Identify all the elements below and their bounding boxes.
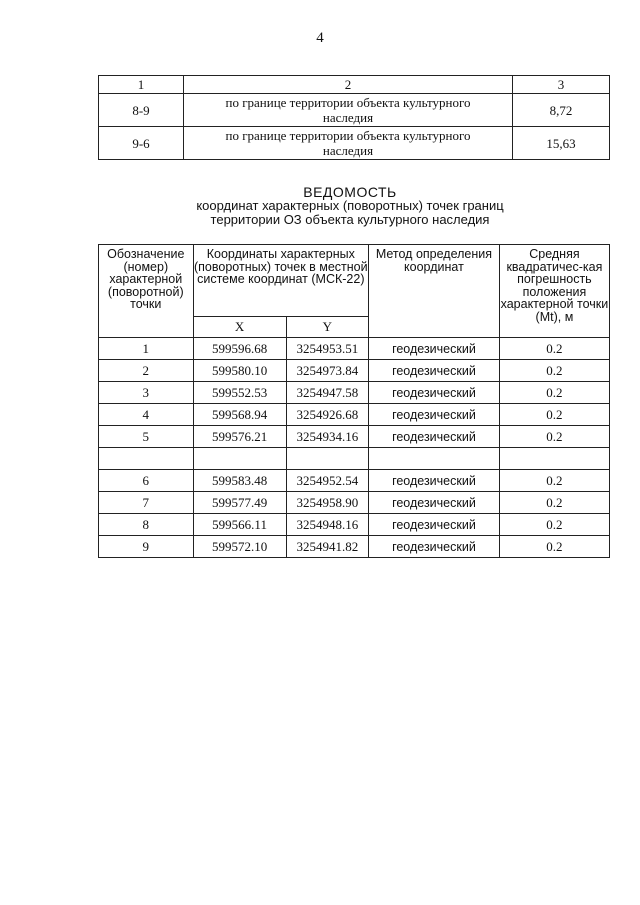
segment-length: 15,63 (513, 127, 610, 160)
statement-title (140, 185, 560, 227)
table-row (99, 470, 610, 492)
column-number-3: 3 (513, 76, 610, 94)
coord-y: 3254947.58 (286, 382, 368, 404)
coord-x: 599566.11 (193, 514, 286, 536)
title-main: ВЕДОМОСТЬ (303, 184, 397, 200)
segment-label: 8-9 (99, 94, 184, 127)
point-number: 3 (99, 382, 194, 404)
error-value: 0.2 (499, 382, 609, 404)
table-row (99, 536, 610, 558)
table-row (99, 426, 610, 448)
point-number: 4 (99, 404, 194, 426)
coord-x: 599576.21 (193, 426, 286, 448)
header-point: Обозначение (номер) характерной (поворотной) точки (99, 245, 194, 338)
error-value: 0.2 (499, 360, 609, 382)
method: геодезический (369, 492, 500, 514)
table-row (99, 94, 610, 127)
column-number-2: 2 (184, 76, 513, 94)
error-value: 0.2 (499, 492, 609, 514)
point-number: 5 (99, 426, 194, 448)
method: геодезический (369, 426, 500, 448)
header-y: Y (286, 317, 368, 338)
segment-description: по границе территории объекта культурного наследия (184, 127, 513, 160)
coord-y: 3254953.51 (286, 338, 368, 360)
coord-y: 3254926.68 (286, 404, 368, 426)
coord-x: 599572.10 (193, 536, 286, 558)
table-row (99, 492, 610, 514)
empty-cell (99, 448, 194, 470)
coord-y: 3254941.82 (286, 536, 368, 558)
error-value: 0.2 (499, 470, 609, 492)
empty-cell (286, 448, 368, 470)
coord-y: 3254948.16 (286, 514, 368, 536)
table-row (99, 404, 610, 426)
empty-cell (499, 448, 609, 470)
boundary-segments-table (98, 75, 610, 160)
table-row (99, 338, 610, 360)
method: геодезический (369, 360, 500, 382)
error-value: 0.2 (499, 514, 609, 536)
point-number: 8 (99, 514, 194, 536)
page-number: 4 (316, 30, 324, 46)
method: геодезический (369, 404, 500, 426)
segment-length: 8,72 (513, 94, 610, 127)
table-row (99, 514, 610, 536)
empty-cell (193, 448, 286, 470)
header-coords: Координаты характерных (поворотных) точек в местной системе координат (МСК-22) (193, 245, 368, 317)
error-value: 0.2 (499, 536, 609, 558)
empty-cell (369, 448, 500, 470)
method: геодезический (369, 338, 500, 360)
coord-x: 599568.94 (193, 404, 286, 426)
empty-row (99, 448, 610, 470)
header-row (99, 245, 610, 317)
header-method: Метод определения координат (369, 245, 500, 338)
coord-x: 599577.49 (193, 492, 286, 514)
table-row (99, 360, 610, 382)
point-number: 9 (99, 536, 194, 558)
header-error: Средняя квадратичес-кая погрешность положения характерной точки (Mt), м (499, 245, 609, 338)
table-header-row (99, 76, 610, 94)
method: геодезический (369, 470, 500, 492)
header-x: X (193, 317, 286, 338)
error-value: 0.2 (499, 338, 609, 360)
coord-y: 3254973.84 (286, 360, 368, 382)
error-value: 0.2 (499, 426, 609, 448)
table-row (99, 382, 610, 404)
point-number: 1 (99, 338, 194, 360)
title-line-2: территории ОЗ объекта культурного наследия (210, 212, 490, 227)
coord-x: 599580.10 (193, 360, 286, 382)
segment-label: 9-6 (99, 127, 184, 160)
coord-y: 3254958.90 (286, 492, 368, 514)
coord-x: 599596.68 (193, 338, 286, 360)
point-number: 7 (99, 492, 194, 514)
segment-description: по границе территории объекта культурного наследия (184, 94, 513, 127)
coord-x: 599552.53 (193, 382, 286, 404)
table-row (99, 127, 610, 160)
title-line-1: координат характерных (поворотных) точек границ (196, 198, 504, 213)
error-value: 0.2 (499, 404, 609, 426)
point-number: 6 (99, 470, 194, 492)
column-number-1: 1 (99, 76, 184, 94)
coord-x: 599583.48 (193, 470, 286, 492)
method: геодезический (369, 514, 500, 536)
method: геодезический (369, 536, 500, 558)
coord-y: 3254952.54 (286, 470, 368, 492)
coordinates-table (98, 244, 610, 558)
method: геодезический (369, 382, 500, 404)
point-number: 2 (99, 360, 194, 382)
coord-y: 3254934.16 (286, 426, 368, 448)
